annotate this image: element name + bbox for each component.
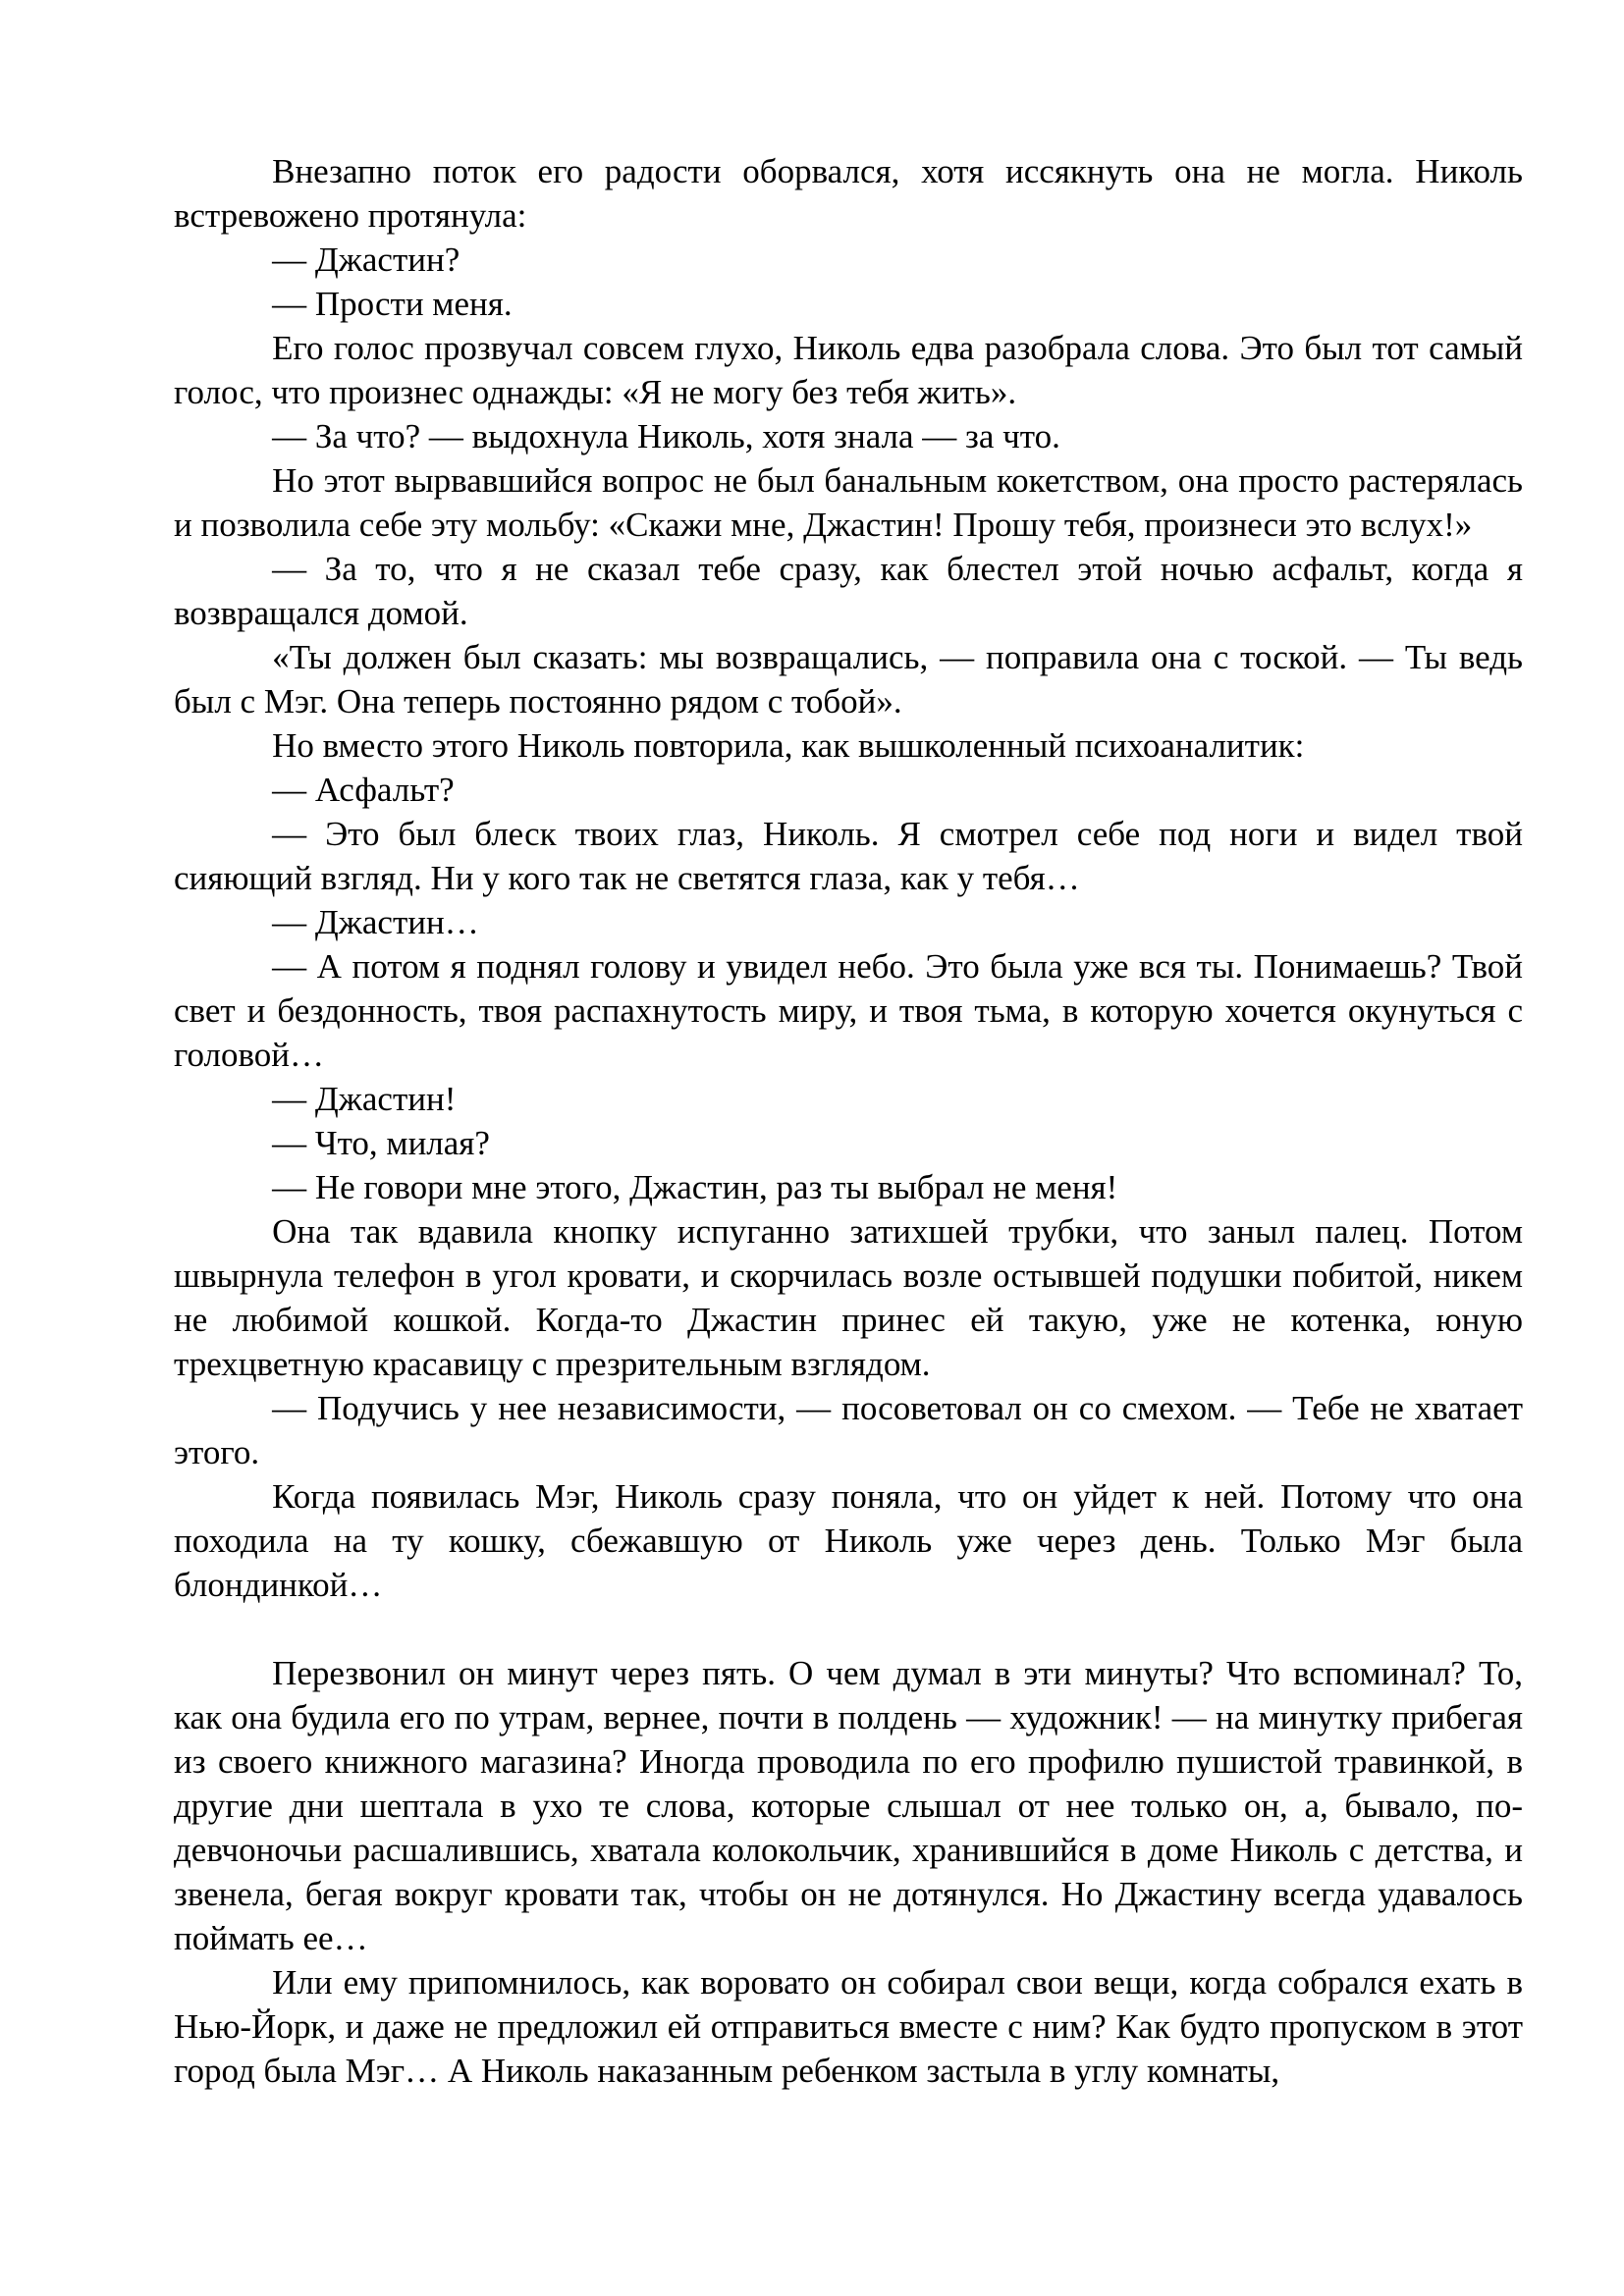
paragraph: — А потом я поднял голову и увидел небо. Это была уже вся ты. Понимаешь? Твой свет и бездонность, твоя распахнутость миру, и твоя тьма, в которую хочется окунуться с головой… <box>174 947 1523 1074</box>
paragraph: — За то, что я не сказал тебе сразу, как блестел этой ночью асфальт, когда я возвращался домой. <box>174 550 1523 632</box>
scene-break <box>174 1607 1523 1651</box>
paragraph: Но вместо этого Николь повторила, как вышколенный психоаналитик: <box>272 726 1305 765</box>
paragraph: Она так вдавила кнопку испуганно затихшей трубки, что заныл палец. Потом швырнула телефон в угол кровати, и скорчилась возле остывшей подушки побитой, никем не любимой кошкой. Когда-то Джастин принес ей такую, уже не котенка, юную трехцветную красавицу с презрительным взглядом. <box>174 1212 1523 1383</box>
paragraph: — Прости меня. <box>272 285 513 323</box>
paragraph: — Джастин? <box>272 240 460 279</box>
paragraph: «Ты должен был сказать: мы возвращались, — поправила она с тоской. — Ты ведь был с Мэг. Она теперь постоянно рядом с тобой». <box>174 638 1523 721</box>
paragraph: — Джастин… <box>272 903 479 941</box>
paragraph: — Не говори мне этого, Джастин, раз ты выбрал не меня! <box>272 1168 1118 1206</box>
paragraph: — Что, милая? <box>272 1124 490 1162</box>
paragraph: — Асфальт? <box>272 771 455 809</box>
paragraph: — Это был блеск твоих глаз, Николь. Я смотрел себе под ноги и видел твой сияющий взгляд. Ни у кого так не светятся глаза, как у тебя… <box>174 815 1523 897</box>
paragraph: Но этот вырвавшийся вопрос не был банальным кокетством, она просто растерялась и позволила себе эту мольбу: «Скажи мне, Джастин! Прошу тебя, произнеси это вслух!» <box>174 461 1523 544</box>
paragraph: — Джастин! <box>272 1080 457 1118</box>
paragraph: Внезапно поток его радости оборвался, хотя иссякнуть она не могла. Николь встревожено протянула: <box>174 152 1523 235</box>
paragraph: — Подучись у нее независимости, — посоветовал он со смехом. — Тебе не хватает этого. <box>174 1389 1523 1471</box>
paragraph: Перезвонил он минут через пять. О чем думал в эти минуты? Что вспоминал? То, как она будила его по утрам, вернее, почти в полдень — художник! — на минутку прибегая из своего книжного магазина? Иногда проводила по его профилю пушистой травинкой, в другие дни шептала в ухо те слова, которые слышал от нее только он, а, бывало, по-девчоночьи расшалившись, хватала колокольчик, хранившийся в доме Николь с детства, и звенела, бегая вокруг кровати так, чтобы он не дотянулся. Но Джастину всегда удавалось поймать ее… <box>174 1654 1523 1957</box>
paragraph: Или ему припомнилось, как воровато он собирал свои вещи, когда собрался ехать в Нью-Йорк, и даже не предложил ей отправиться вместе с ним? Как будто пропуском в этот город была Мэг… А Николь наказанным ребенком застыла в углу комнаты, <box>174 1963 1523 2090</box>
paragraph: — За что? — выдохнула Николь, хотя знала — за что. <box>272 417 1060 455</box>
document-body <box>174 149 1523 2093</box>
paragraph: Когда появилась Мэг, Николь сразу поняла, что он уйдет к ней. Потому что она походила на ту кошку, сбежавшую от Николь уже через день. Только Мэг была блондинкой… <box>174 1477 1523 1604</box>
paragraph: Его голос прозвучал совсем глухо, Николь едва разобрала слова. Это был тот самый голос, что произнес однажды: «Я не могу без тебя жить». <box>174 329 1523 411</box>
